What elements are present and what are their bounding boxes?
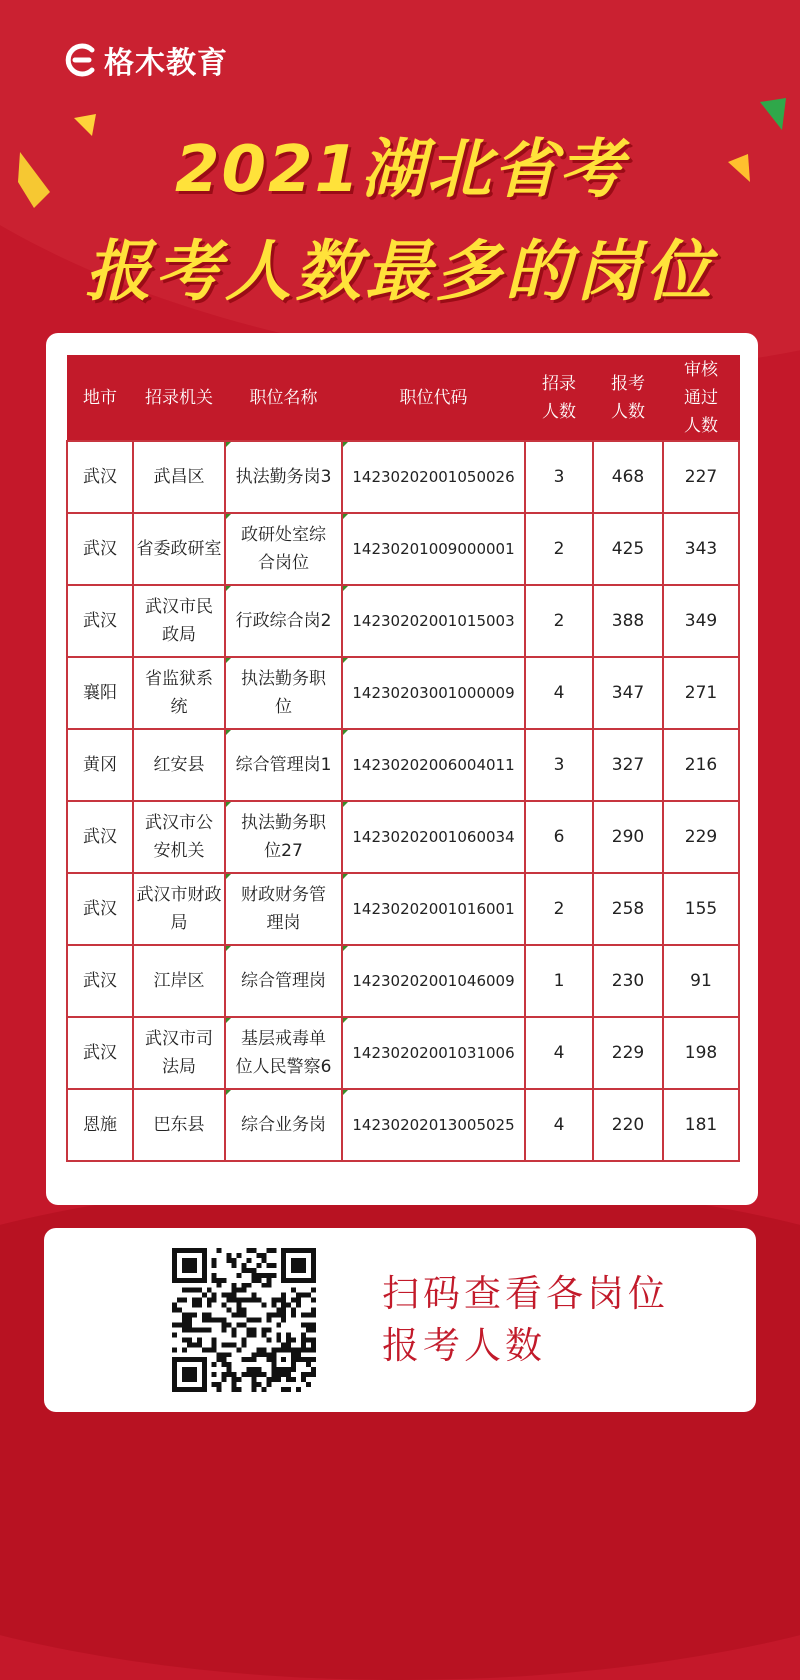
- cell-code: 14230202001046009: [342, 945, 525, 1017]
- cell-applicants: 258: [593, 873, 663, 945]
- column-header: [663, 356, 739, 442]
- cell-quota: 2: [525, 513, 593, 585]
- cell-city: 黄冈: [67, 729, 133, 801]
- cell-code: 14230202001060034: [342, 801, 525, 873]
- cell-line: 职位代码: [399, 388, 468, 408]
- cell-applicants: 230: [593, 945, 663, 1017]
- cell-post: [225, 801, 342, 873]
- cell-city: 襄阳: [67, 657, 133, 729]
- cell-line: 报考: [611, 374, 645, 394]
- cell-line: 执法勤务职: [241, 669, 326, 689]
- cell-post: [225, 729, 342, 801]
- cell-code: 14230202013005025: [342, 1089, 525, 1161]
- cell-line: 综合管理岗: [241, 971, 326, 991]
- table-row: [67, 873, 739, 945]
- cell-post: [225, 513, 342, 585]
- cell-org: [133, 873, 225, 945]
- footer-line-2: 报考人数: [382, 1324, 546, 1367]
- cell-city: 恩施: [67, 1089, 133, 1161]
- posts-table: [66, 355, 740, 1162]
- cell-line: 位人民警察6: [235, 1057, 332, 1077]
- table-row: [67, 657, 739, 729]
- cell-post: [225, 657, 342, 729]
- cell-post: [225, 945, 342, 1017]
- cell-approved: 271: [663, 657, 739, 729]
- column-header: [525, 356, 593, 442]
- cell-line: 位: [275, 697, 292, 717]
- footer-card: [44, 1228, 756, 1412]
- table-row: [67, 1017, 739, 1089]
- cell-city: 武汉: [67, 801, 133, 873]
- column-header: [342, 356, 525, 442]
- cell-approved: 181: [663, 1089, 739, 1161]
- table-row: [67, 441, 739, 513]
- cell-post: [225, 873, 342, 945]
- cell-code: 14230201009000001: [342, 513, 525, 585]
- column-header: [133, 356, 225, 442]
- cell-line: 红安县: [153, 755, 205, 775]
- cell-approved: 227: [663, 441, 739, 513]
- cell-city: 武汉: [67, 873, 133, 945]
- cell-code: 14230202001015003: [342, 585, 525, 657]
- cell-quota: 2: [525, 873, 593, 945]
- cell-line: 人数: [611, 402, 645, 422]
- table-row: [67, 513, 739, 585]
- page-title-subject: 报考人数最多的岗位: [85, 233, 715, 310]
- cell-quota: 4: [525, 657, 593, 729]
- cell-applicants: 229: [593, 1017, 663, 1089]
- cell-line: 政局: [162, 625, 196, 645]
- cell-org: [133, 441, 225, 513]
- cell-post: [225, 1017, 342, 1089]
- table-card: [46, 333, 758, 1205]
- table-row: [67, 945, 739, 1017]
- cell-line: 统: [170, 697, 188, 717]
- table-header-row: [67, 356, 739, 442]
- cell-quota: 3: [525, 729, 593, 801]
- cell-code: 14230202006004011: [342, 729, 525, 801]
- cell-approved: 216: [663, 729, 739, 801]
- cell-line: 位27: [264, 841, 303, 861]
- cell-applicants: 290: [593, 801, 663, 873]
- cell-line: 地市: [83, 388, 117, 408]
- cell-line: 人数: [684, 416, 718, 436]
- cell-post: [225, 441, 342, 513]
- cell-line: 行政综合岗2: [235, 611, 332, 631]
- cell-line: 通过: [684, 388, 718, 408]
- column-header: [593, 356, 663, 442]
- cell-line: 法局: [162, 1057, 196, 1077]
- footer-caption: [382, 1268, 669, 1372]
- cell-applicants: 220: [593, 1089, 663, 1161]
- cell-line: 人数: [542, 402, 576, 422]
- brand-mark-icon: [62, 42, 98, 78]
- column-header: [67, 356, 133, 442]
- cell-applicants: 388: [593, 585, 663, 657]
- cell-line: 执法勤务岗3: [235, 467, 332, 487]
- cell-applicants: 347: [593, 657, 663, 729]
- brand-logo: [62, 38, 228, 82]
- cell-org: [133, 729, 225, 801]
- cell-org: [133, 945, 225, 1017]
- cell-city: 武汉: [67, 945, 133, 1017]
- cell-code: 14230202001031006: [342, 1017, 525, 1089]
- cell-org: [133, 1017, 225, 1089]
- cell-line: 合岗位: [258, 553, 309, 573]
- cell-approved: 349: [663, 585, 739, 657]
- qr-code-icon[interactable]: [172, 1248, 316, 1392]
- cell-org: [133, 585, 225, 657]
- page-title-year: 2021湖北省考: [174, 133, 626, 207]
- cell-line: 理岗: [266, 913, 301, 933]
- cell-applicants: 468: [593, 441, 663, 513]
- cell-city: 武汉: [67, 585, 133, 657]
- cell-line: 江岸区: [153, 971, 205, 991]
- cell-quota: 3: [525, 441, 593, 513]
- table-row: [67, 801, 739, 873]
- cell-org: [133, 801, 225, 873]
- cell-approved: 91: [663, 945, 739, 1017]
- brand-name: 格木教育: [104, 46, 228, 81]
- table-row: [67, 1089, 739, 1161]
- cell-city: 武汉: [67, 1017, 133, 1089]
- cell-city: 武汉: [67, 513, 133, 585]
- cell-line: 武汉市司: [145, 1029, 213, 1049]
- cell-post: [225, 1089, 342, 1161]
- cell-org: [133, 1089, 225, 1161]
- cell-line: 政研处室综: [241, 525, 326, 545]
- cell-city: 武汉: [67, 441, 133, 513]
- cell-quota: 1: [525, 945, 593, 1017]
- cell-line: 省委政研室: [136, 539, 222, 559]
- cell-approved: 198: [663, 1017, 739, 1089]
- cell-line: 安机关: [153, 841, 205, 861]
- cell-post: [225, 585, 342, 657]
- column-header: [225, 356, 342, 442]
- cell-line: 武汉市财政局: [136, 885, 222, 933]
- cell-org: [133, 513, 225, 585]
- cell-line: 武昌区: [153, 467, 205, 487]
- cell-approved: 229: [663, 801, 739, 873]
- cell-line: 招录机关: [145, 388, 213, 408]
- cell-line: 巴东县: [153, 1115, 205, 1135]
- footer-line-1: 扫码查看各岗位: [382, 1272, 669, 1315]
- cell-line: 财政财务管: [241, 885, 326, 905]
- cell-line: 省监狱系: [145, 669, 213, 689]
- cell-org: [133, 657, 225, 729]
- table-row: [67, 585, 739, 657]
- cell-line: 综合业务岗: [241, 1115, 326, 1135]
- cell-code: 14230203001000009: [342, 657, 525, 729]
- cell-line: 综合管理岗1: [235, 755, 332, 775]
- cell-quota: 4: [525, 1017, 593, 1089]
- cell-code: 14230202001050026: [342, 441, 525, 513]
- cell-approved: 343: [663, 513, 739, 585]
- cell-line: 武汉市民: [145, 597, 213, 617]
- cell-applicants: 327: [593, 729, 663, 801]
- cell-quota: 4: [525, 1089, 593, 1161]
- cell-line: 执法勤务职: [241, 813, 326, 833]
- cell-line: 基层戒毒单: [241, 1029, 326, 1049]
- table-row: [67, 729, 739, 801]
- cell-line: 职位名称: [249, 388, 318, 408]
- cell-quota: 2: [525, 585, 593, 657]
- cell-quota: 6: [525, 801, 593, 873]
- cell-line: 审核: [684, 360, 718, 380]
- cell-line: 武汉市公: [145, 813, 213, 833]
- cell-line: 招录: [542, 374, 576, 394]
- cell-approved: 155: [663, 873, 739, 945]
- cell-code: 14230202001016001: [342, 873, 525, 945]
- cell-applicants: 425: [593, 513, 663, 585]
